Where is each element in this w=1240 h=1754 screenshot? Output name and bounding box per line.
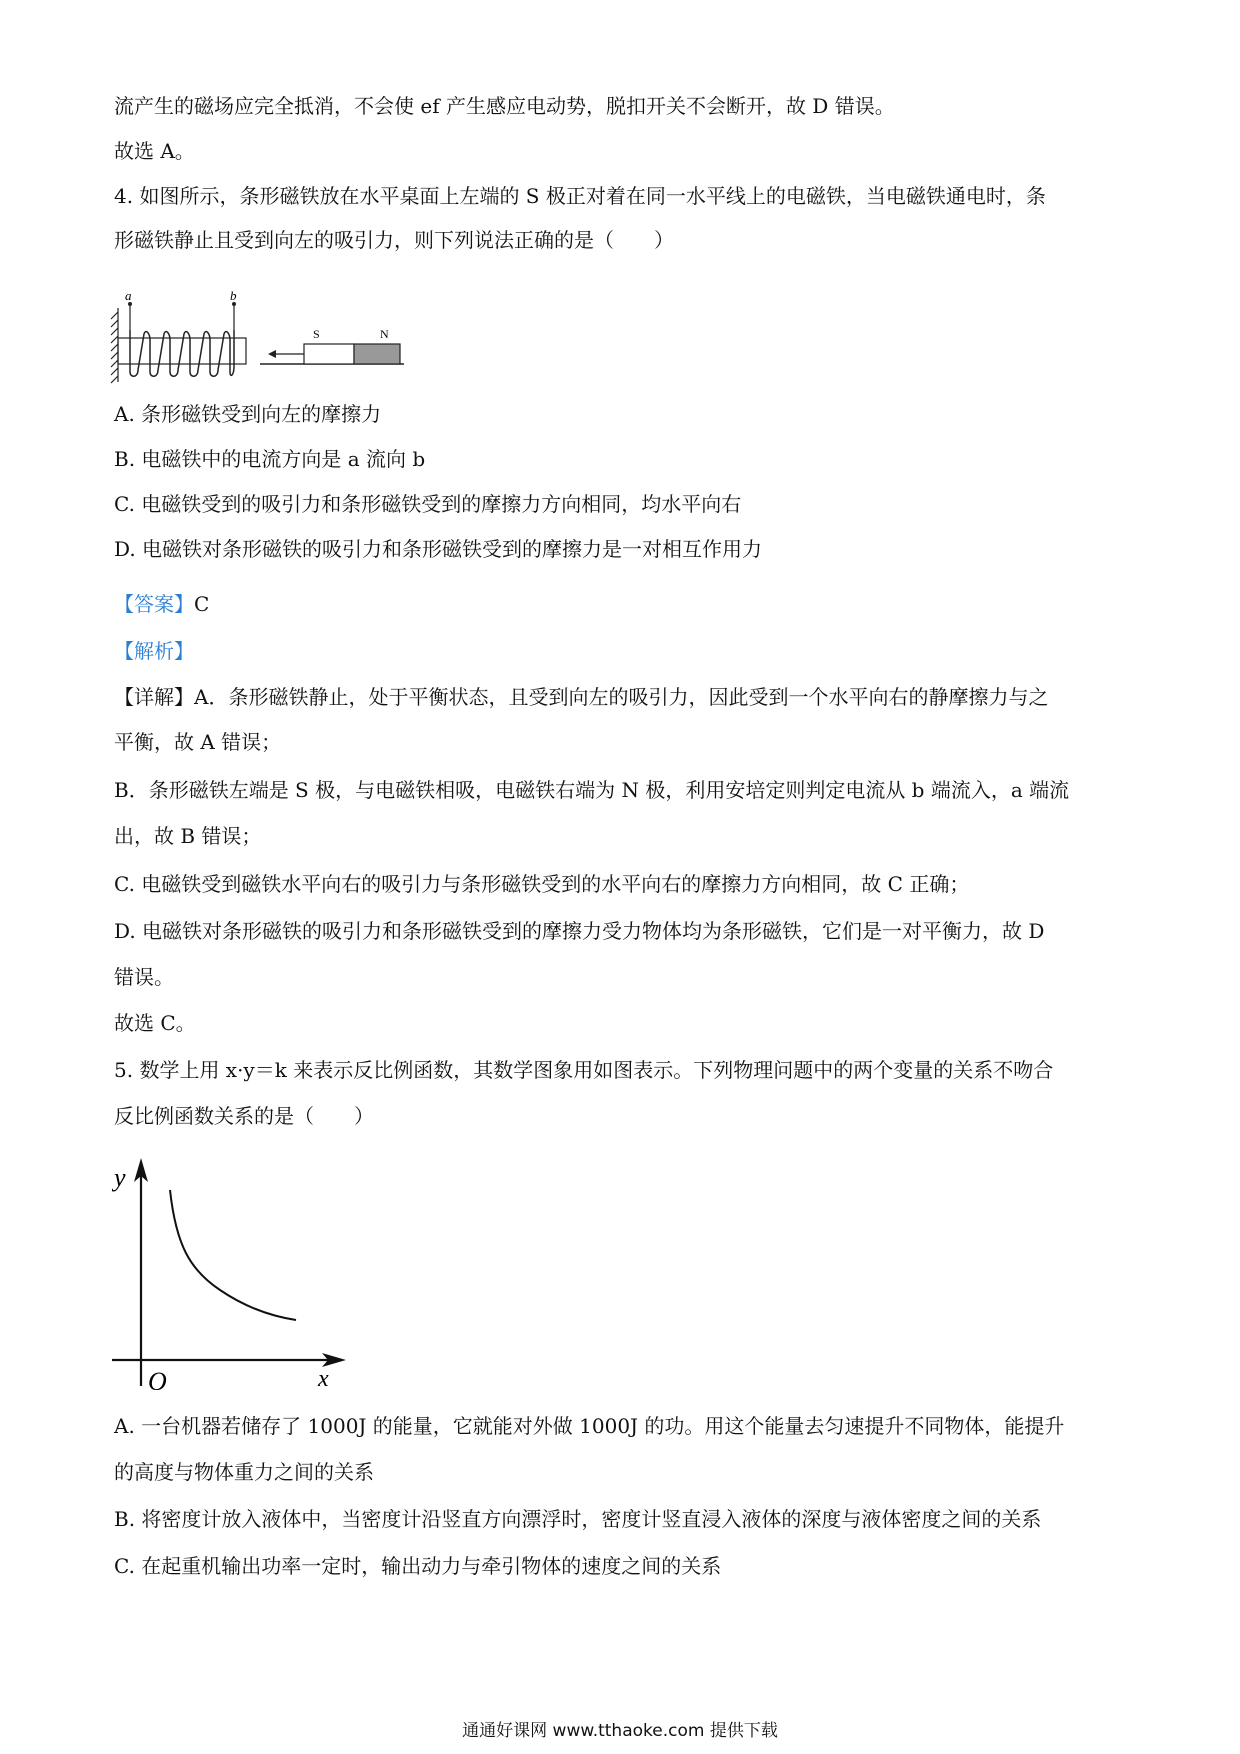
inverse-function-graph — [110, 1150, 350, 1390]
option-4d: D. 电磁铁对条形磁铁的吸引力和条形磁铁受到的摩擦力是一对相互作用力 — [114, 537, 763, 561]
option-4a: A. 条形磁铁受到向左的摩擦力 — [114, 402, 382, 426]
detail-c: C. 电磁铁受到磁铁水平向右的吸引力与条形磁铁受到的水平向右的摩擦力方向相同，故 C 正确； — [114, 872, 970, 896]
label-a: a — [125, 290, 132, 303]
label-s: S — [313, 327, 320, 341]
question-5-stem: 反比例函数关系的是（ ） — [114, 1104, 374, 1128]
coil — [130, 330, 234, 376]
analysis-tag: 【解析】 — [114, 639, 194, 663]
answer-tag: 【答案】 — [114, 592, 194, 616]
option-5c: C. 在起重机输出功率一定时，输出动力与牵引物体的速度之间的关系 — [114, 1554, 722, 1578]
label-n: N — [380, 327, 389, 341]
label-y: y — [114, 1163, 126, 1192]
answer-line — [114, 590, 209, 618]
detail-b2: 出，故 B 错误； — [114, 824, 262, 848]
label-origin: O — [148, 1367, 167, 1390]
text-line: 流产生的磁场应完全抵消，不会使 ef 产生感应电动势，脱扣开关不会断开，故 D 错误。 — [114, 94, 895, 118]
choose-line: 故选 C。 — [114, 1011, 196, 1035]
bar-magnet-s — [304, 344, 354, 364]
option-5b: B. 将密度计放入液体中，当密度计沿竖直方向漂浮时，密度计竖直浸入液体的深度与液体密度之间的关系 — [114, 1507, 1042, 1531]
detail-b1: B．条形磁铁左端是 S 极，与电磁铁相吸，电磁铁右端为 N 极，利用安培定则判定电流从 b 端流入，a 端流 — [114, 778, 1070, 802]
question-4-stem: 形磁铁静止且受到向左的吸引力，则下列说法正确的是（ ） — [114, 228, 674, 252]
label-b: b — [230, 290, 237, 303]
option-4c: C. 电磁铁受到的吸引力和条形磁铁受到的摩擦力方向相同，均水平向右 — [114, 492, 742, 516]
detail-d1: D. 电磁铁对条形磁铁的吸引力和条形磁铁受到的摩擦力受力物体均为条形磁铁，它们是一对平衡力，故 D — [114, 919, 1045, 943]
bar-magnet-n — [354, 344, 400, 364]
label-x: x — [318, 1366, 329, 1390]
detail-line — [114, 683, 1048, 711]
answer-value: C — [194, 592, 210, 616]
question-4-stem: 4. 如图所示，条形磁铁放在水平桌面上左端的 S 极正对着在同一水平线上的电磁铁，当电磁铁通电时，条 — [114, 184, 1046, 208]
analysis-tag-line — [114, 637, 194, 665]
option-5a: A. 一台机器若储存了 1000J 的能量，它就能对外做 1000J 的功。用这个能量去匀速提升不同物体，能提升 — [114, 1414, 1065, 1438]
electromagnet-figure — [108, 290, 408, 390]
footer-source: 通通好课网 www.tthaoke.com 提供下载 — [462, 1721, 778, 1741]
wall-hatching — [111, 308, 118, 383]
hyperbola-curve — [170, 1190, 296, 1320]
question-5-stem: 5. 数学上用 x·y＝k 来表示反比例函数，其数学图象用如图表示。下列物理问题中的两个变量的关系不吻合 — [114, 1058, 1054, 1082]
detail-d2: 错误。 — [114, 965, 174, 989]
text-line: 故选 A。 — [114, 139, 195, 163]
detail-a2: 平衡，故 A 错误； — [114, 730, 282, 754]
detail-tag: 【详解】 — [114, 685, 194, 709]
option-5a-cont: 的高度与物体重力之间的关系 — [114, 1460, 374, 1484]
detail-a1: A．条形磁铁静止，处于平衡状态，且受到向左的吸引力，因此受到一个水平向右的静摩擦力与之 — [194, 685, 1049, 709]
option-4b: B. 电磁铁中的电流方向是 a 流向 b — [114, 447, 426, 471]
